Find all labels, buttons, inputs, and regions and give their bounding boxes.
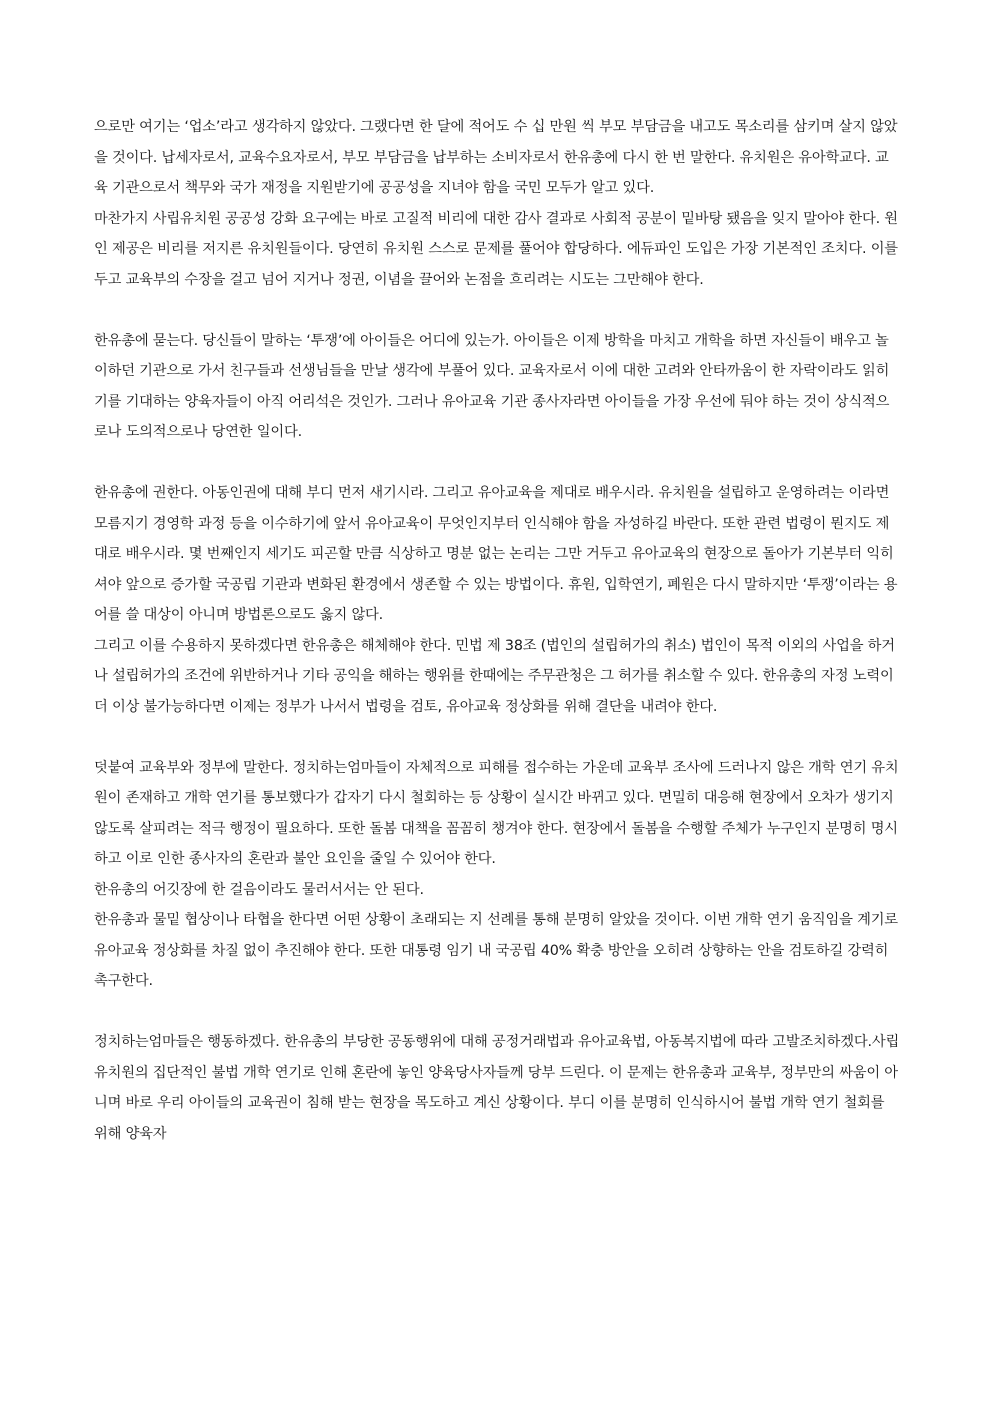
paragraph-2: 마찬가지 사립유치원 공공성 강화 요구에는 바로 고질적 비리에 대한 감사 결과로 사회적 공분이 밑바탕 됐음을 잊지 말아야 한다. 원인 제공은 비리를 저지른 유치원들이다. 당연히 유치원 스스로 문제를 풀어야 합당하다. 에듀파인 도입은 가장 기본적인 조치다. 이를 두고 교육부의 수장을 걸고 넘어 지거나 정권, 이념을 끌어와 논점을 흐리려는 시도는 그만해야 한다. — [94, 210, 898, 288]
paragraph-5: 그리고 이를 수용하지 못하겠다면 한유총은 해체해야 한다. 민법 제 38조 (법인의 설립허가의 취소) 법인이 목적 이외의 사업을 하거나 설립허가의 조건에 위반하거나 기타 공익을 해하는 행위를 한때에는 주무관청은 그 허가를 취소할 수 있다. 한유총의 자정 노력이 더 이상 불가능하다면 이제는 정부가 나서서 법령을 검토, 유아교육 정상화를 위해 결단을 내려야 한다. — [94, 637, 895, 715]
paragraph-1: 으로만 여기는 ‘업소’라고 생각하지 않았다. 그랬다면 한 달에 적어도 수 십 만원 씩 부모 부담금을 내고도 목소리를 삼키며 살지 않았을 것이다. 납세자로서, 교육수요자로서, 부모 부담금을 납부하는 소비자로서 한유총에 다시 한 번 말한다. 유치원은 유아학교다. 교육 기관으로서 책무와 국가 재정을 지원받기에 공공성을 지녀야 함을 국민 모두가 알고 있다. — [94, 119, 898, 196]
document-body — [94, 112, 900, 1149]
paragraph-spacer — [94, 722, 900, 753]
paragraph-spacer — [94, 448, 900, 479]
paragraph-8: 한유총과 물밑 협상이나 타협을 한다면 어떤 상황이 초래되는 지 선례를 통해 분명히 알았을 것이다. 이번 개학 연기 움직임을 계기로 유아교육 정상화를 차질 없이 추진해야 한다. 또한 대통령 임기 내 국공립 40% 확충 방안을 오히려 상향하는 안을 검토하길 강력히 촉구한다. — [94, 912, 898, 989]
paragraph-6: 덧붙여 교육부와 정부에 말한다. 정치하는엄마들이 자체적으로 피해를 접수하는 가운데 교육부 조사에 드러나지 않은 개학 연기 유치원이 존재하고 개학 연기를 통보했다가 갑자기 다시 철회하는 등 상황이 실시간 바뀌고 있다. 면밀히 대응해 현장에서 오차가 생기지 않도록 살피려는 적극 행정이 필요하다. 또한 돌봄 대책을 꼼꼼히 챙겨야 한다. 현장에서 돌봄을 수행할 주체가 누구인지 분명히 명시하고 이로 인한 종사자의 혼란과 불안 요인을 줄일 수 있어야 한다. — [94, 759, 899, 867]
paragraph-4: 한유총에 권한다. 아동인권에 대해 부디 먼저 새기시라. 그리고 유아교육을 제대로 배우시라. 유치원을 설립하고 운영하려는 이라면 모름지기 경영학 과정 등을 이수하기에 앞서 유아교육이 무엇인지부터 인식해야 함을 자성하길 바란다. 또한 관련 법령이 뭔지도 제대로 배우시라. 몇 번째인지 세기도 피곤할 만큼 식상하고 명분 없는 논리는 그만 거두고 유아교육의 현장으로 돌아가 기본부터 익히셔야 앞으로 증가할 국공립 기관과 변화된 환경에서 생존할 수 있는 방법이다. 휴원, 입학연기, 폐원은 다시 말하지만 ‘투쟁’이라는 용어를 쓸 대상이 아니며 방법론으로도 옳지 않다. — [94, 485, 898, 623]
paragraph-9: 정치하는엄마들은 행동하겠다. 한유총의 부당한 공동행위에 대해 공정거래법과 유아교육법, 아동복지법에 따라 고발조치하겠다.사립유치원의 집단적인 불법 개학 연기로 인해 혼란에 놓인 양육당사자들께 당부 드린다. 이 문제는 한유총과 교육부, 정부만의 싸움이 아니며 바로 우리 아이들의 교육권이 침해 받는 현장을 목도하고 계신 상황이다. 부디 이를 분명히 인식하시어 불법 개학 연기 철회를 위해 양육자 — [94, 1034, 900, 1142]
paragraph-spacer — [94, 295, 900, 326]
paragraph-7: 한유총의 어깃장에 한 걸음이라도 물러서서는 안 된다. — [94, 881, 424, 898]
paragraph-spacer — [94, 997, 900, 1028]
paragraph-3: 한유총에 묻는다. 당신들이 말하는 ‘투쟁’에 아이들은 어디에 있는가. 아이들은 이제 방학을 마치고 개학을 하면 자신들이 배우고 놀이하던 기관으로 가서 친구들과 선생님들을 만날 생각에 부풀어 있다. 교육자로서 이에 대한 고려와 안타까움이 한 자락이라도 읽히기를 기대하는 양육자들이 아직 어리석은 것인가. 그러나 유아교육 기관 종사자라면 아이들을 가장 우선에 둬야 하는 것이 상식적으로나 도의적으로나 당연한 일이다. — [94, 332, 890, 440]
